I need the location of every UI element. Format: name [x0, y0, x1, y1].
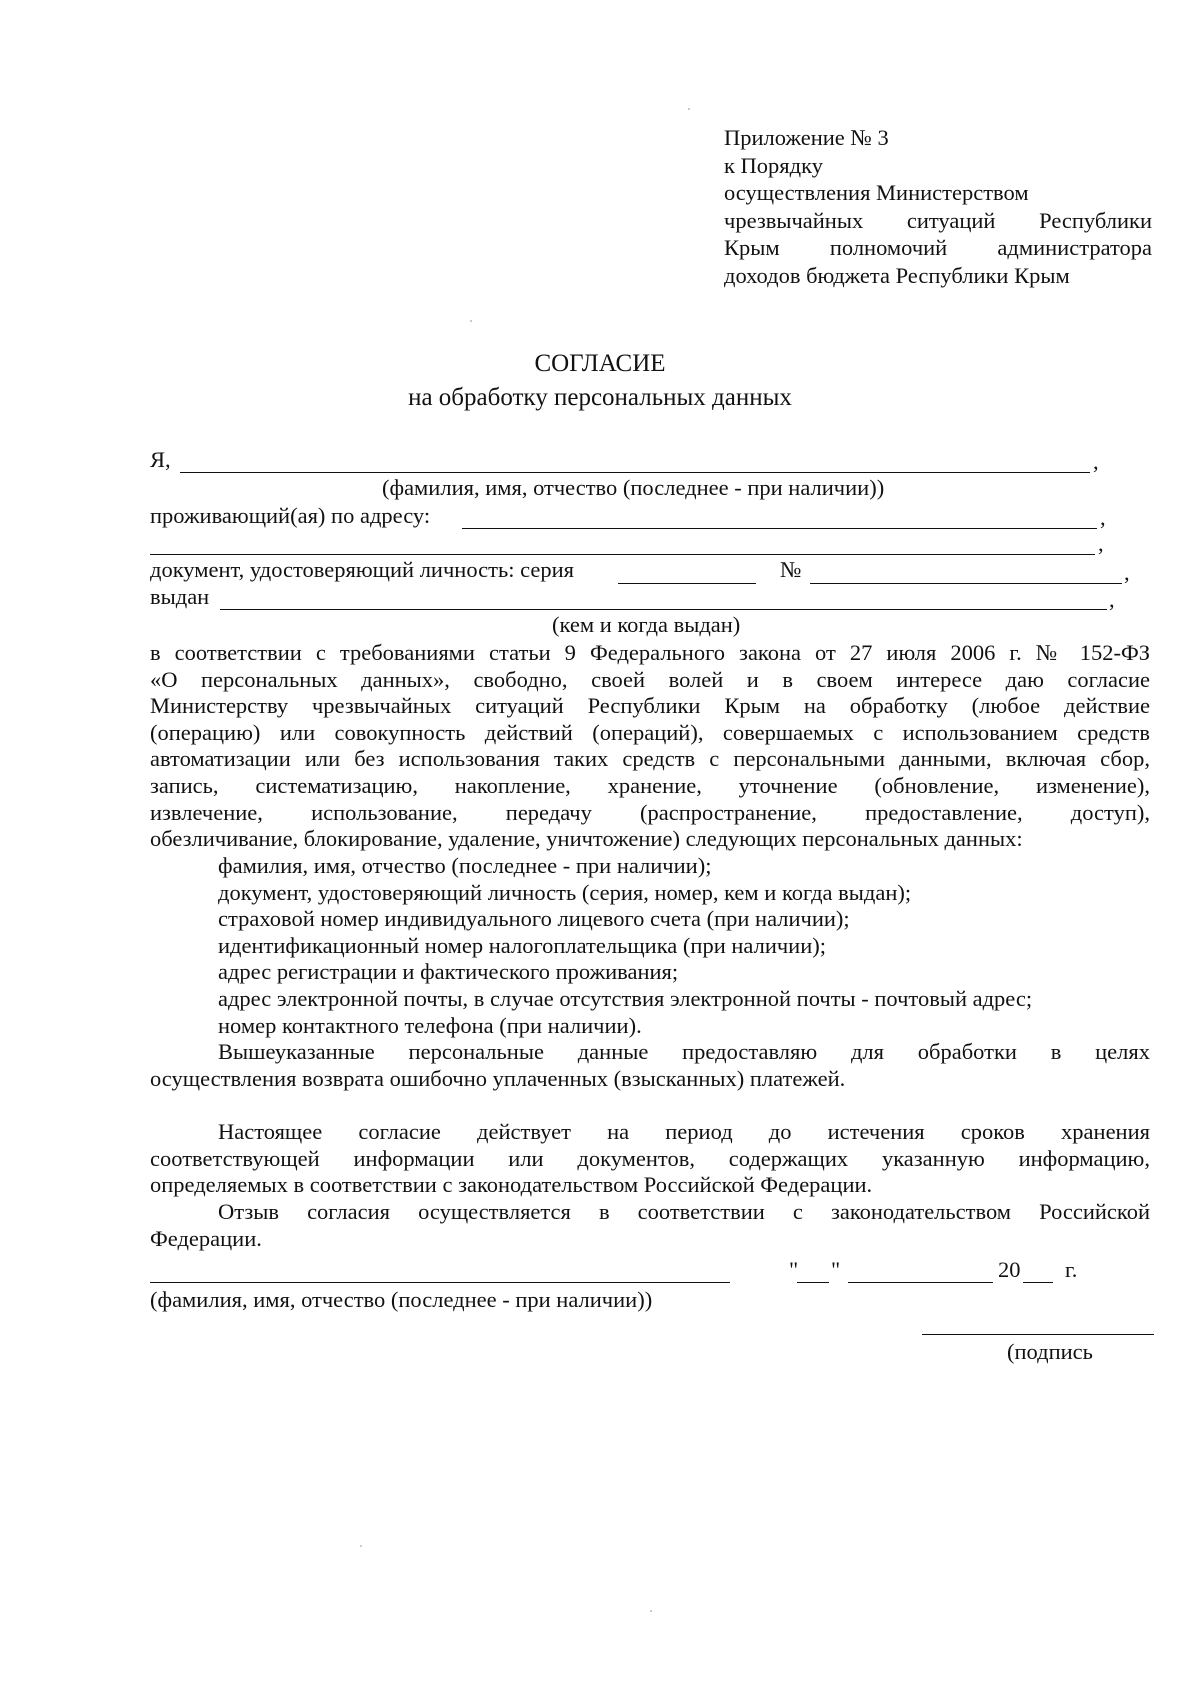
comma: ,: [1124, 560, 1130, 585]
header-line: к Порядку: [724, 152, 823, 178]
date-quote-close: ": [831, 1257, 841, 1282]
date-month-input-line[interactable]: [848, 1282, 993, 1283]
list-item: идентификационный номер налогоплательщика (при наличии);: [218, 932, 827, 958]
document-subtitle: на обработку персональных данных: [408, 384, 792, 411]
document-title: СОГЛАСИЕ: [534, 350, 666, 377]
comma: ,: [1098, 531, 1104, 556]
paragraph-line: автоматизации или без использования таких средств с персональными данными, включая сбор,: [150, 746, 1150, 772]
paragraph-line: Вышеуказанные персональные данные предоставляю для обработки в целях: [218, 1039, 1150, 1064]
fio-input-line[interactable]: [180, 472, 1090, 473]
scan-speck: [360, 1545, 362, 1547]
date-year-prefix: 20: [998, 1257, 1021, 1282]
date-quote-open: ": [789, 1257, 799, 1282]
scan-speck: [688, 108, 690, 110]
number-label: №: [780, 557, 802, 582]
header-line: доходов бюджета Республики Крым: [724, 262, 1070, 288]
signer-name-input-line[interactable]: [150, 1282, 730, 1283]
paragraph-line: Настоящее согласие действует на период до истечения сроков хранения: [218, 1119, 1150, 1144]
appendix-header: [724, 124, 1152, 290]
list-item: адрес электронной почты, в случае отсутствия электронной почты - почтовый адрес;: [218, 985, 1033, 1011]
fio-caption: (фамилия, имя, отчество (последнее - при наличии)): [382, 475, 885, 500]
list-item: документ, удостоверяющий личность (серия, номер, кем и когда выдан);: [218, 879, 912, 905]
issued-label: выдан: [150, 584, 210, 609]
paragraph-line: осуществления возврата ошибочно уплаченных (взысканных) платежей.: [150, 1065, 846, 1091]
paragraph-line: Министерству чрезвычайных ситуаций Республики Крым на обработку (любое действие: [150, 693, 1150, 719]
address-input-line-2[interactable]: [150, 554, 1095, 555]
paragraph-line: обезличивание, блокирование, удаление, уничтожение) следующих персональных данных:: [150, 826, 1023, 852]
doc-series-input-line[interactable]: [618, 583, 756, 584]
scan-speck: [470, 320, 472, 322]
personal-data-list: [218, 853, 1032, 1039]
comma: ,: [1093, 449, 1099, 474]
address-label: проживающий(ая) по адресу:: [150, 503, 431, 528]
paragraph-line: Отзыв согласия осуществляется в соответствии с законодательством Российской: [218, 1199, 1150, 1224]
doc-number-input-line[interactable]: [810, 583, 1122, 584]
list-item: страховой номер индивидуального лицевого счета (при наличии);: [218, 906, 850, 932]
issued-input-line[interactable]: [220, 609, 1107, 610]
paragraph-line: «О персональных данных», свободно, своей волей и в своем интересе даю согласие: [150, 666, 1150, 692]
header-line: Крым полномочий администратора: [724, 235, 1152, 261]
paragraph-line: в соответствии с требованиями статьи 9 Федерального закона от 27 июля 2006 г. № 152-ФЗ: [150, 640, 1150, 665]
date-year-input-line[interactable]: [1023, 1282, 1053, 1283]
validity-paragraph: [150, 1119, 1150, 1199]
paragraph-line: запись, систематизацию, накопление, хранение, уточнение (обновление, изменение),: [150, 772, 1150, 798]
comma: ,: [1109, 587, 1115, 612]
header-line: осуществления Министерством: [724, 180, 1029, 206]
paragraph-line: (операцию) или совокупность действий (операций), совершаемых с использованием средств: [150, 719, 1150, 745]
doc-label: документ, удостоверяющий личность: серия: [150, 557, 574, 582]
date-year-suffix: г.: [1065, 1257, 1078, 1282]
consent-paragraph: [150, 640, 1150, 853]
scan-speck: [650, 1610, 652, 1612]
paragraph-line: соответствующей информации или документов, содержащих указанную информацию,: [150, 1145, 1150, 1171]
list-item: адрес регистрации и фактического проживания;: [218, 959, 679, 985]
signer-name-caption: (фамилия, имя, отчество (последнее - при наличии)): [150, 1287, 653, 1312]
list-item: номер контактного телефона (при наличии).: [218, 1012, 642, 1038]
purpose-paragraph: [150, 1039, 1150, 1092]
paragraph-line: определяемых в соответствии с законодательством Российской Федерации.: [150, 1172, 873, 1198]
address-input-line[interactable]: [462, 528, 1097, 529]
revocation-paragraph: [150, 1199, 1150, 1252]
header-line: Приложение № 3: [724, 125, 889, 150]
signature-caption: (подпись: [1007, 1339, 1093, 1364]
header-line: чрезвычайных ситуаций Республики: [724, 207, 1152, 233]
paragraph-line: Федерации.: [150, 1225, 262, 1251]
date-day-input-line[interactable]: [797, 1282, 829, 1283]
list-item: фамилия, имя, отчество (последнее - при наличии);: [218, 853, 712, 878]
comma: ,: [1100, 505, 1106, 530]
signature-input-line[interactable]: [922, 1334, 1154, 1335]
paragraph-line: извлечение, использование, передачу (распространение, предоставление, доступ),: [150, 799, 1150, 825]
issued-caption: (кем и когда выдан): [552, 612, 741, 637]
ya-label: Я,: [150, 447, 171, 472]
